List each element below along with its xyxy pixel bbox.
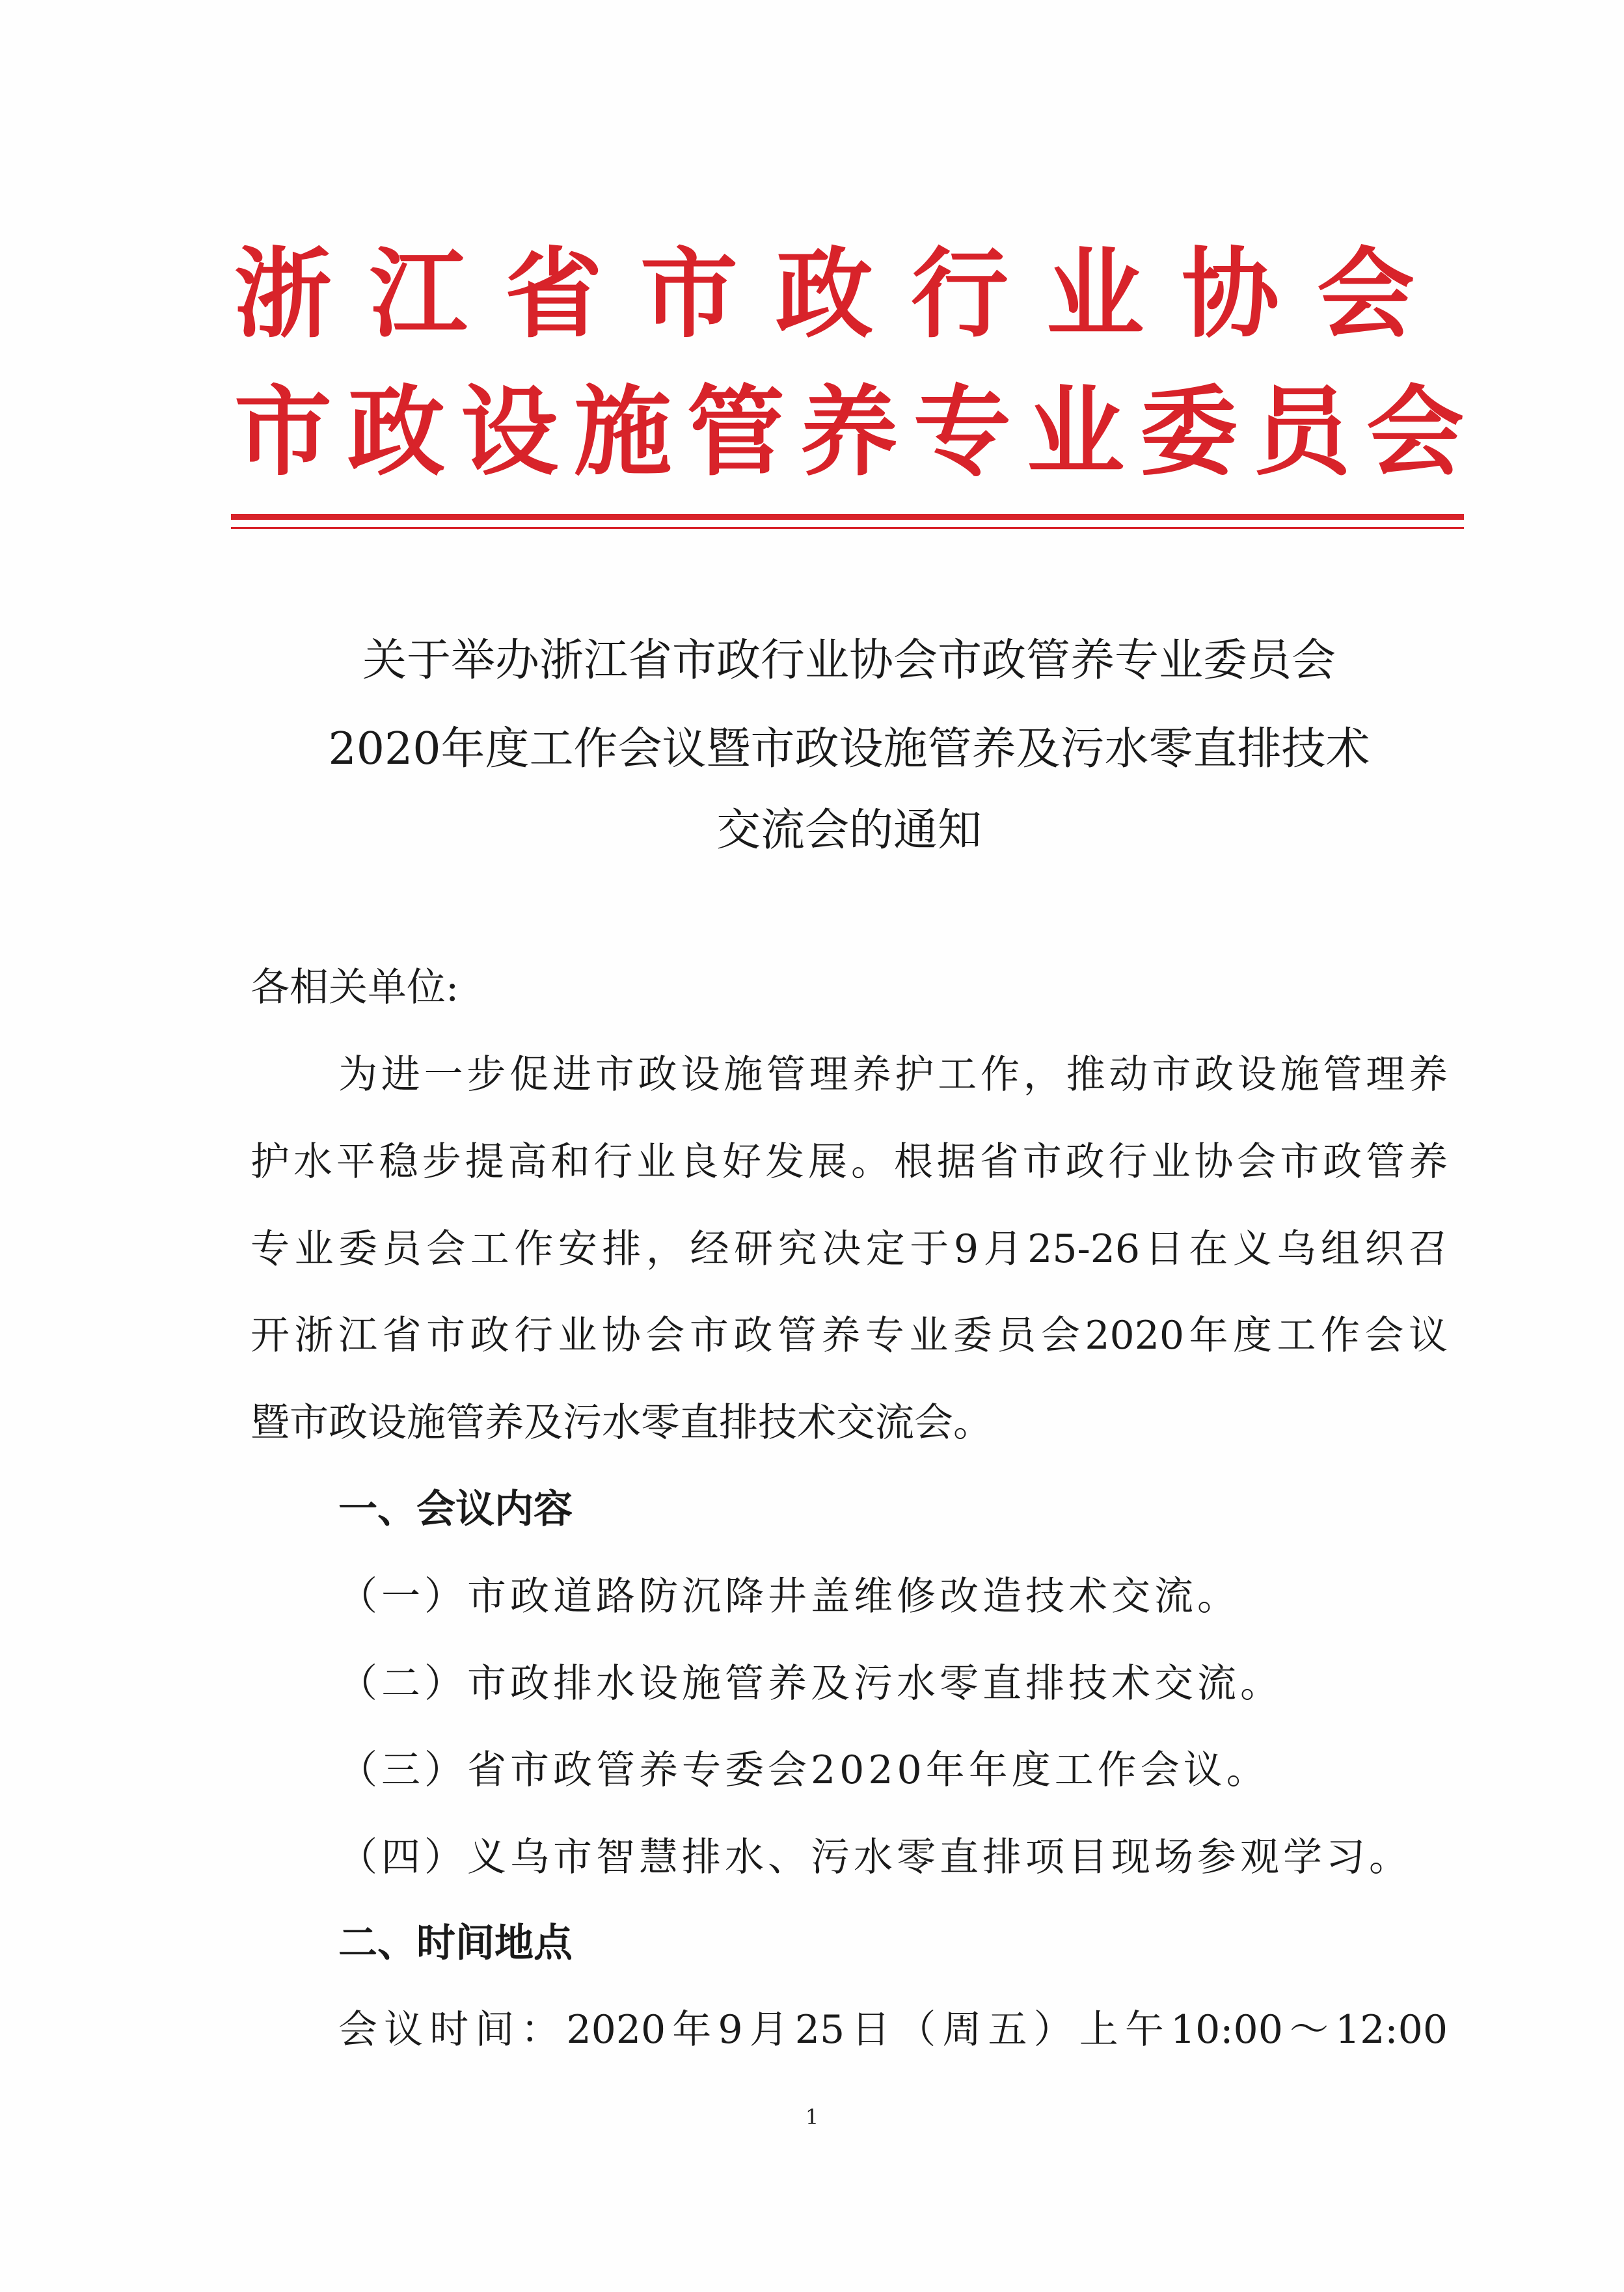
document-title-line-2: 2020年度工作会议暨市政设施管养及污水零直排技术 <box>328 723 1370 775</box>
meeting-item-2: （二）市政排水设施管养及污水零直排技术交流。 <box>338 1661 1283 1706</box>
section-heading-meeting-content: 一、会议内容 <box>338 1487 573 1532</box>
body-line-2: 护水平稳步提高和行业良好发展。根据省市政行业协会市政管养 <box>250 1139 1448 1185</box>
body-line-3: 专业委员会工作安排，经研究决定于9月25-26日在义乌组织召 <box>250 1226 1448 1272</box>
masthead-rule-thin <box>231 527 1464 529</box>
page-number: 1 <box>805 2105 819 2129</box>
meeting-time: 会议时间：2020年9月25日（周五）上午10:00～12:00 <box>338 2007 1448 2053</box>
document-title-line-1: 关于举办浙江省市政行业协会市政管养专业委员会 <box>362 635 1336 686</box>
document-title-line-3: 交流会的通知 <box>716 805 982 856</box>
salutation: 各相关单位: <box>250 965 459 1010</box>
masthead-rule-thick <box>231 514 1464 520</box>
body-line-1: 为进一步促进市政设施管理养护工作，推动市政设施管理养 <box>338 1052 1448 1098</box>
masthead-org-name: 浙江省市政行业协会 <box>234 238 1453 351</box>
body-line-4: 开浙江省市政行业协会市政管养专业委员会2020年度工作会议 <box>250 1313 1448 1358</box>
meeting-item-1: （一）市政道路防沉降井盖维修改造技术交流。 <box>338 1574 1240 1619</box>
meeting-item-4: （四）义乌市智慧排水、污水零直排项目现场参观学习。 <box>338 1835 1412 1880</box>
masthead-committee-name: 市政设施管养专业委员会 <box>234 376 1480 489</box>
section-heading-time-place: 二、时间地点 <box>338 1921 573 1966</box>
body-line-5: 暨市政设施管养及污水零直排技术交流会。 <box>250 1400 992 1446</box>
meeting-item-3: （三）省市政管养专委会2020年年度工作会议。 <box>338 1747 1269 1793</box>
